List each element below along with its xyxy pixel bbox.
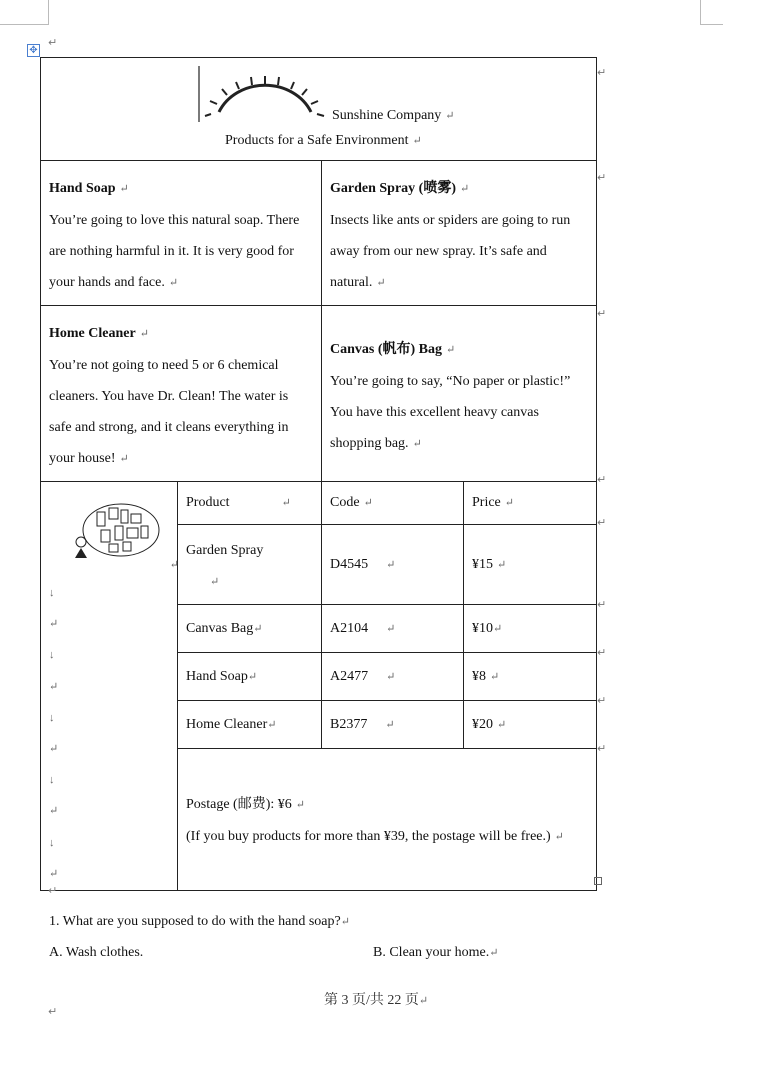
header-code: Code ↵	[322, 482, 464, 525]
product-title: Hand Soap	[49, 181, 116, 196]
sun-logo-icon	[197, 64, 327, 124]
product-title: Home Cleaner	[49, 326, 136, 341]
table-row: Home Cleaner↵ B2377 ↵ ¥20 ↵	[41, 701, 597, 749]
paragraph-mark: ↵	[48, 36, 58, 49]
header-price: Price ↵	[464, 482, 597, 525]
table-row: Garden Spray ↵ D4545 ↵ ¥15 ↵	[41, 525, 597, 605]
table-move-icon[interactable]: ✥	[27, 44, 40, 57]
product-card-hand-soap: Hand Soap ↵ You’re going to love this natural soap. There are nothing harmful in it. It is very good for your hands and face. ↵	[41, 161, 322, 306]
option-b: B. Clean your home.↵	[373, 945, 499, 960]
product-desc: Insects like ants or spiders are going to run away from our new spray. It’s safe and natural.	[330, 213, 571, 290]
product-desc: You’re going to say, “No paper or plastic!” You have this excellent heavy canvas shopping bag.	[330, 374, 571, 451]
header-product: Product ↵	[178, 482, 322, 525]
page-footer: 第 3 页/共 22 页↵	[324, 993, 429, 1008]
postage-cell: Postage (邮费): ¥6 ↵ (If you buy products for more than ¥39, the postage will be free.) ↵	[178, 749, 597, 891]
postage-text: Postage (邮费): ¥6	[186, 797, 292, 812]
table-resize-handle[interactable]	[594, 877, 602, 885]
postage-note: (If you buy products for more than ¥39, the postage will be free.)	[186, 829, 551, 844]
arrow-marks: ↓ ↵ ↓ ↵ ↓ ↵ ↓ ↵ ↓ ↵	[49, 587, 59, 880]
crop-mark-left	[0, 0, 49, 25]
company-name: Sunshine Company ↵	[332, 108, 455, 123]
crop-mark-right	[700, 0, 723, 25]
company-tagline: Products for a Safe Environment ↵	[225, 133, 422, 148]
product-desc: You’re not going to need 5 or 6 chemical cleaners. You have Dr. Clean! The water is safe and strong, and it cleans everything in your house!	[49, 358, 289, 466]
table-row: Canvas Bag↵ A2104 ↵ ¥10↵	[41, 605, 597, 653]
table-row: Hand Soap↵ A2477 ↵ ¥8 ↵	[41, 653, 597, 701]
product-card-home-cleaner: Home Cleaner ↵ You’re not going to need 5 or 6 chemical cleaners. You have Dr. Clean! The water is safe and strong, and it cleans everything in your house! ↵	[41, 306, 322, 482]
illustration-cell: ↵ ↓ ↵ ↓ ↵ ↓ ↵ ↓ ↵ ↓ ↵	[41, 482, 178, 891]
product-card-canvas-bag: Canvas (帆布) Bag ↵ You’re going to say, “No paper or plastic!” You have this excellent heavy canvas shopping bag. ↵	[322, 306, 597, 482]
product-desc: You’re going to love this natural soap. There are nothing harmful in it. It is very good for your hands and face.	[49, 213, 300, 290]
product-title: Garden Spray (喷雾)	[330, 181, 456, 196]
product-title: Canvas (帆布) Bag	[330, 342, 443, 357]
product-flyer-table	[40, 57, 597, 891]
option-a: A. Wash clothes.	[49, 945, 144, 960]
product-card-garden-spray: Garden Spray (喷雾) ↵ Insects like ants or spiders are going to run away from our new spray. It’s safe and natural. ↵	[322, 161, 597, 306]
question-text: 1. What are you supposed to do with the hand soap?↵	[49, 914, 350, 929]
header-cell	[41, 58, 597, 161]
products-illustration-icon	[71, 500, 161, 562]
